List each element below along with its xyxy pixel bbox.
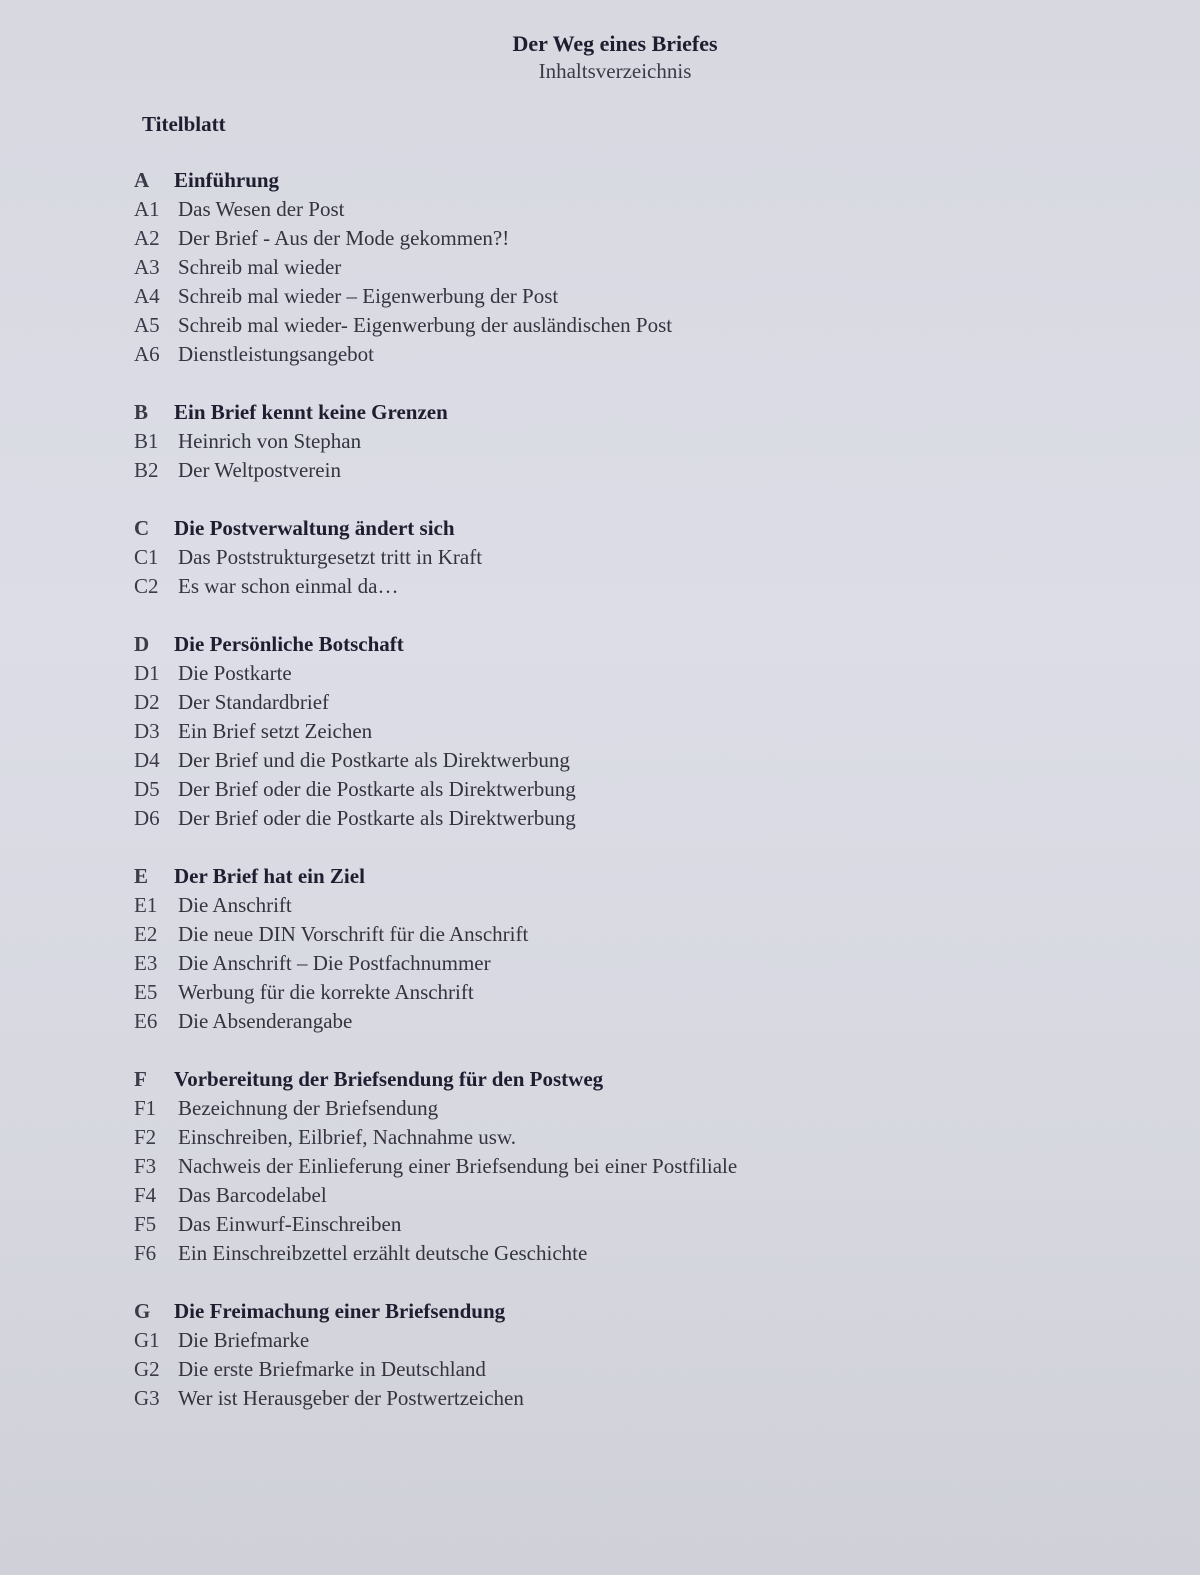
entry-code: A6 xyxy=(134,342,160,366)
entry-code: D6 xyxy=(134,806,160,830)
toc-entry xyxy=(134,775,1134,804)
entry-code: D1 xyxy=(134,661,160,685)
section-code: D xyxy=(134,632,150,656)
entry-title: Einschreiben, Eilbrief, Nachnahme usw. xyxy=(178,1125,517,1149)
entry-title: Das Wesen der Post xyxy=(178,197,345,221)
toc-entry xyxy=(134,746,1134,775)
entry-title: Die Anschrift – Die Postfachnummer xyxy=(178,951,491,975)
toc-entry xyxy=(134,543,1134,572)
section-title: Einführung xyxy=(174,168,280,192)
entry-code: C2 xyxy=(134,574,159,598)
toc-entry xyxy=(134,195,1134,224)
section-heading xyxy=(134,1065,1134,1094)
toc-entry xyxy=(134,456,1134,485)
section-code: F xyxy=(134,1067,147,1091)
toc-section xyxy=(134,862,1134,1036)
toc-entry xyxy=(134,1007,1134,1036)
entry-code: E5 xyxy=(134,980,158,1004)
section-title: Die Postverwaltung ändert sich xyxy=(174,516,455,540)
entry-code: F5 xyxy=(134,1212,157,1236)
entry-code: B2 xyxy=(134,458,159,482)
entry-code: F4 xyxy=(134,1183,157,1207)
toc-entry xyxy=(134,1152,1134,1181)
toc-entry xyxy=(134,949,1134,978)
entry-title: Das Barcodelabel xyxy=(178,1183,327,1207)
toc-entry xyxy=(134,1239,1134,1268)
toc-entry xyxy=(134,659,1134,688)
section-heading xyxy=(134,514,1134,543)
section-title: Die Freimachung einer Briefsendung xyxy=(174,1299,506,1323)
entry-title: Der Brief und die Postkarte als Direktwerbung xyxy=(178,748,570,772)
titelblatt-heading: Titelblatt xyxy=(142,112,226,136)
toc-section xyxy=(134,1065,1134,1268)
toc-entry xyxy=(134,1326,1134,1355)
entry-title: Heinrich von Stephan xyxy=(178,429,362,453)
toc-section xyxy=(134,166,1134,369)
section-heading xyxy=(134,166,1134,195)
entry-title: Ein Einschreibzettel erzählt deutsche Geschichte xyxy=(178,1241,588,1265)
toc-section xyxy=(134,514,1134,601)
entry-code: G1 xyxy=(134,1328,160,1352)
toc-section xyxy=(134,1297,1134,1413)
entry-code: D5 xyxy=(134,777,160,801)
section-title: Die Persönliche Botschaft xyxy=(174,632,404,656)
section-heading xyxy=(134,630,1134,659)
section-code: B xyxy=(134,400,149,424)
toc-entry xyxy=(134,340,1134,369)
entry-title: Es war schon einmal da… xyxy=(178,574,399,598)
entry-code: A5 xyxy=(134,313,160,337)
entry-title: Der Weltpostverein xyxy=(178,458,341,482)
entry-title: Werbung für die korrekte Anschrift xyxy=(178,980,474,1004)
entry-title: Ein Brief setzt Zeichen xyxy=(178,719,373,743)
table-of-contents xyxy=(134,166,1134,1442)
toc-entry xyxy=(134,891,1134,920)
toc-entry xyxy=(134,282,1134,311)
entry-title: Die Absenderangabe xyxy=(178,1009,353,1033)
entry-code: A4 xyxy=(134,284,160,308)
entry-code: F2 xyxy=(134,1125,157,1149)
toc-entry xyxy=(134,224,1134,253)
entry-code: F1 xyxy=(134,1096,157,1120)
toc-entry xyxy=(134,717,1134,746)
entry-title: Der Brief oder die Postkarte als Direktwerbung xyxy=(178,806,576,830)
entry-code: B1 xyxy=(134,429,159,453)
toc-entry xyxy=(134,1094,1134,1123)
entry-title: Nachweis der Einlieferung einer Briefsendung bei einer Postfiliale xyxy=(178,1154,738,1178)
entry-title: Dienstleistungsangebot xyxy=(178,342,374,366)
entry-code: D3 xyxy=(134,719,160,743)
entry-code: A3 xyxy=(134,255,160,279)
toc-entry xyxy=(134,1355,1134,1384)
entry-title: Das Poststrukturgesetzt tritt in Kraft xyxy=(178,545,483,569)
entry-code: G2 xyxy=(134,1357,160,1381)
entry-title: Die Briefmarke xyxy=(178,1328,310,1352)
section-title: Ein Brief kennt keine Grenzen xyxy=(174,400,448,424)
entry-code: E1 xyxy=(134,893,158,917)
entry-title: Die Anschrift xyxy=(178,893,292,917)
entry-code: E3 xyxy=(134,951,158,975)
toc-entry xyxy=(134,920,1134,949)
toc-entry xyxy=(134,688,1134,717)
entry-code: D2 xyxy=(134,690,160,714)
entry-title: Wer ist Herausgeber der Postwertzeichen xyxy=(178,1386,524,1410)
entry-code: D4 xyxy=(134,748,160,772)
section-heading xyxy=(134,862,1134,891)
toc-entry xyxy=(134,978,1134,1007)
section-title: Der Brief hat ein Ziel xyxy=(174,864,365,888)
toc-entry xyxy=(134,1181,1134,1210)
entry-title: Der Brief - Aus der Mode gekommen?! xyxy=(178,226,510,250)
section-code: A xyxy=(134,168,150,192)
toc-section xyxy=(134,398,1134,485)
entry-title: Schreib mal wieder- Eigenwerbung der ausländischen Post xyxy=(178,313,673,337)
entry-title: Der Brief oder die Postkarte als Direktwerbung xyxy=(178,777,576,801)
entry-code: A2 xyxy=(134,226,160,250)
section-heading xyxy=(134,398,1134,427)
toc-section xyxy=(134,630,1134,833)
entry-code: E2 xyxy=(134,922,158,946)
toc-entry xyxy=(134,1384,1134,1413)
entry-code: C1 xyxy=(134,545,159,569)
toc-entry xyxy=(134,311,1134,340)
entry-code: F6 xyxy=(134,1241,157,1265)
document-title: Der Weg eines Briefes xyxy=(512,31,718,56)
entry-title: Schreib mal wieder xyxy=(178,255,342,279)
toc-entry xyxy=(134,804,1134,833)
document-subtitle: Inhaltsverzeichnis xyxy=(538,59,692,83)
entry-code: E6 xyxy=(134,1009,158,1033)
section-code: C xyxy=(134,516,150,540)
toc-entry xyxy=(134,1123,1134,1152)
document-header xyxy=(0,30,1200,84)
section-heading xyxy=(134,1297,1134,1326)
entry-code: A1 xyxy=(134,197,160,221)
toc-entry xyxy=(134,253,1134,282)
entry-title: Die Postkarte xyxy=(178,661,292,685)
entry-title: Schreib mal wieder – Eigenwerbung der Post xyxy=(178,284,559,308)
toc-entry xyxy=(134,572,1134,601)
toc-entry xyxy=(134,427,1134,456)
section-code: G xyxy=(134,1299,151,1323)
entry-title: Der Standardbrief xyxy=(178,690,330,714)
entry-title: Das Einwurf-Einschreiben xyxy=(178,1212,402,1236)
entry-title: Die erste Briefmarke in Deutschland xyxy=(178,1357,486,1381)
entry-title: Bezeichnung der Briefsendung xyxy=(178,1096,439,1120)
entry-code: G3 xyxy=(134,1386,160,1410)
section-code: E xyxy=(134,864,149,888)
entry-title: Die neue DIN Vorschrift für die Anschrift xyxy=(178,922,529,946)
entry-code: F3 xyxy=(134,1154,157,1178)
section-title: Vorbereitung der Briefsendung für den Postweg xyxy=(174,1067,604,1091)
toc-entry xyxy=(134,1210,1134,1239)
